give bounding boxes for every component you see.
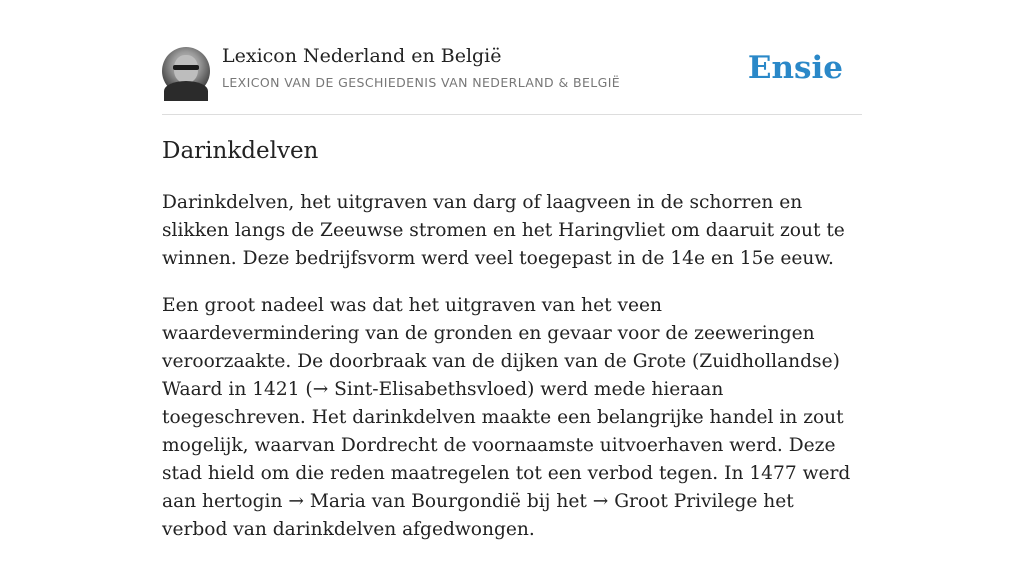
- paragraph-2-text-2: ) werd mede hieraan toegeschreven. Het darinkdelven maakte een belangrijke handel in zout mogelijk, waarvan Dordrecht de voornaamste uitvoerhaven werd. Deze stad hield om die reden maatregelen tot een verbod tegen. In 1477 werd aan hertogin: [162, 379, 851, 512]
- link-maria-van-bourgondie[interactable]: → Maria van Bourgondië: [288, 491, 521, 512]
- paragraph-1: Darinkdelven, het uitgraven van darg of laagveen in de schorren en slikken langs de Zeeuwse stromen en het Haringvliet om daaruit zout te winnen. Deze bedrijfsvorm werd veel toegepast in de 14e en 15e eeuw.: [162, 192, 845, 269]
- paragraph-2-text-3: bij het: [520, 491, 593, 512]
- link-groot-privilege[interactable]: → Groot Privilege: [592, 491, 758, 512]
- paragraph-2-text-1: Een groot nadeel was dat het uitgraven van het veen waardevermindering van de gronden en gevaar voor de zeeweringen veroorzaakte. De doorbraak van de dijken van de Grote (Zuidhollandse) Waard in 1421 (: [162, 295, 840, 400]
- avatar-glasses: [173, 65, 199, 70]
- publication-title[interactable]: Lexicon Nederland en België: [222, 45, 502, 67]
- avatar-shoulders: [164, 81, 208, 101]
- article-title: Darinkdelven: [162, 138, 319, 164]
- publication-subtitle: LEXICON VAN DE GESCHIEDENIS VAN NEDERLAND & BELGIË: [222, 75, 621, 90]
- link-sint-elisabethsvloed[interactable]: → Sint-Elisabethsvloed: [312, 379, 528, 400]
- author-avatar[interactable]: [162, 47, 210, 95]
- ensie-logo[interactable]: Ensie: [747, 50, 843, 86]
- paragraph-2: [162, 292, 862, 544]
- page-container: [162, 0, 862, 540]
- paragraph-2-text-4: het verbod van darinkdelven afgedwongen.: [162, 491, 794, 540]
- article-body: [162, 189, 862, 563]
- site-header: [162, 0, 862, 115]
